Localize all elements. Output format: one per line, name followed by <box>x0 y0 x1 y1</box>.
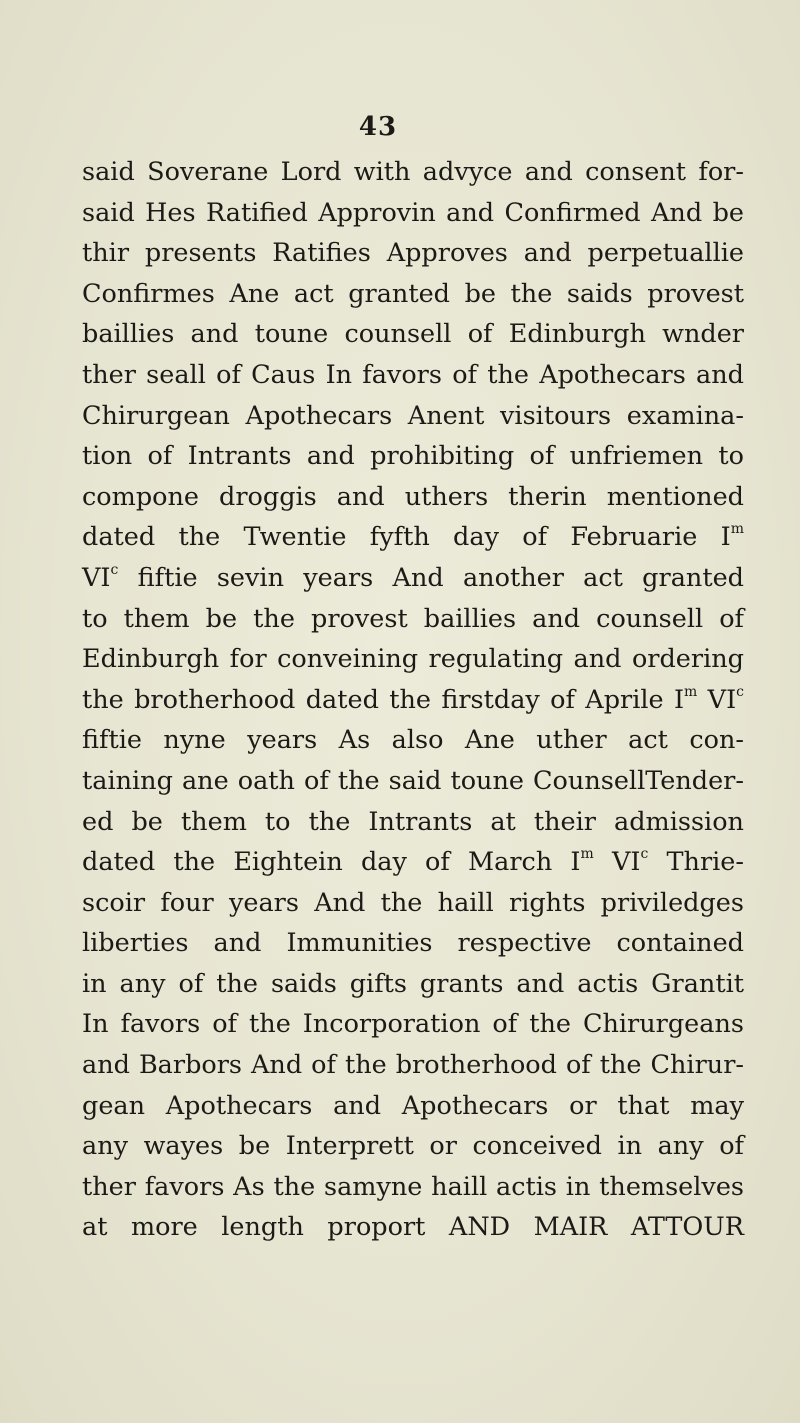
text-line: and Barbors And of the brotherhood of the Chirur- <box>82 1050 744 1081</box>
text-line: taining ane oath of the said toune CounsellTender- <box>82 765 744 796</box>
text-line: in any of the saids gifts grants and actis Grantit <box>82 968 744 999</box>
text-line: ed be them to the Intrants at their admission <box>82 806 744 837</box>
text-line: scoir four years And the haill rights priviledges <box>82 887 744 918</box>
text-line: dated the Twentie fyfth day of Februarie $I^m$ <box>82 521 744 553</box>
text-line: dated the Eightein day of March $I^m$ $VI^c$ Thrie- <box>82 846 744 878</box>
text-line: ther favors As the samyne haill actis in themselves <box>82 1171 744 1202</box>
text-line: to them be the provest baillies and counsell of <box>82 603 744 634</box>
text-line: Edinburgh for conveining regulating and ordering <box>82 644 744 675</box>
text-line: at more length proport AND MAIR ATTOUR <box>82 1212 744 1243</box>
text-line: Chirurgean Apothecars Anent visitours examina- <box>82 400 744 431</box>
text-line: Confirmes Ane act granted be the saids provest <box>82 278 744 309</box>
text-line: gean Apothecars and Apothecars or that may <box>82 1090 744 1121</box>
text-line: $VI^c$ fiftie sevin years And another act granted <box>82 561 744 593</box>
text-line: tion of Intrants and prohibiting of unfriemen to <box>82 441 744 472</box>
text-line: the brotherhood dated the firstday of Aprile $I^m$ $VI^c$ <box>82 683 744 715</box>
page-number: 43 <box>358 112 398 142</box>
text-line: said Hes Ratified Approvin and Confirmed And be <box>82 197 744 228</box>
text-line: thir presents Ratifies Approves and perpetuallie <box>82 238 744 269</box>
text-line: compone droggis and uthers therin mentioned <box>82 481 744 512</box>
text-line: fiftie nyne years As also Ane uther act con- <box>82 725 744 756</box>
text-line: said Soverane Lord with advyce and consent for- <box>82 157 744 187</box>
text-line: In favors of the Incorporation of the Chirurgeans <box>82 1009 744 1040</box>
text-line: any wayes be Interprett or conceived in any of <box>82 1131 744 1162</box>
text-line: ther seall of Caus In favors of the Apothecars and <box>82 359 744 390</box>
text-line: baillies and toune counsell of Edinburgh wnder <box>82 319 744 350</box>
text-line: liberties and Immunities respective contained <box>82 928 744 959</box>
body-text <box>82 152 744 1248</box>
